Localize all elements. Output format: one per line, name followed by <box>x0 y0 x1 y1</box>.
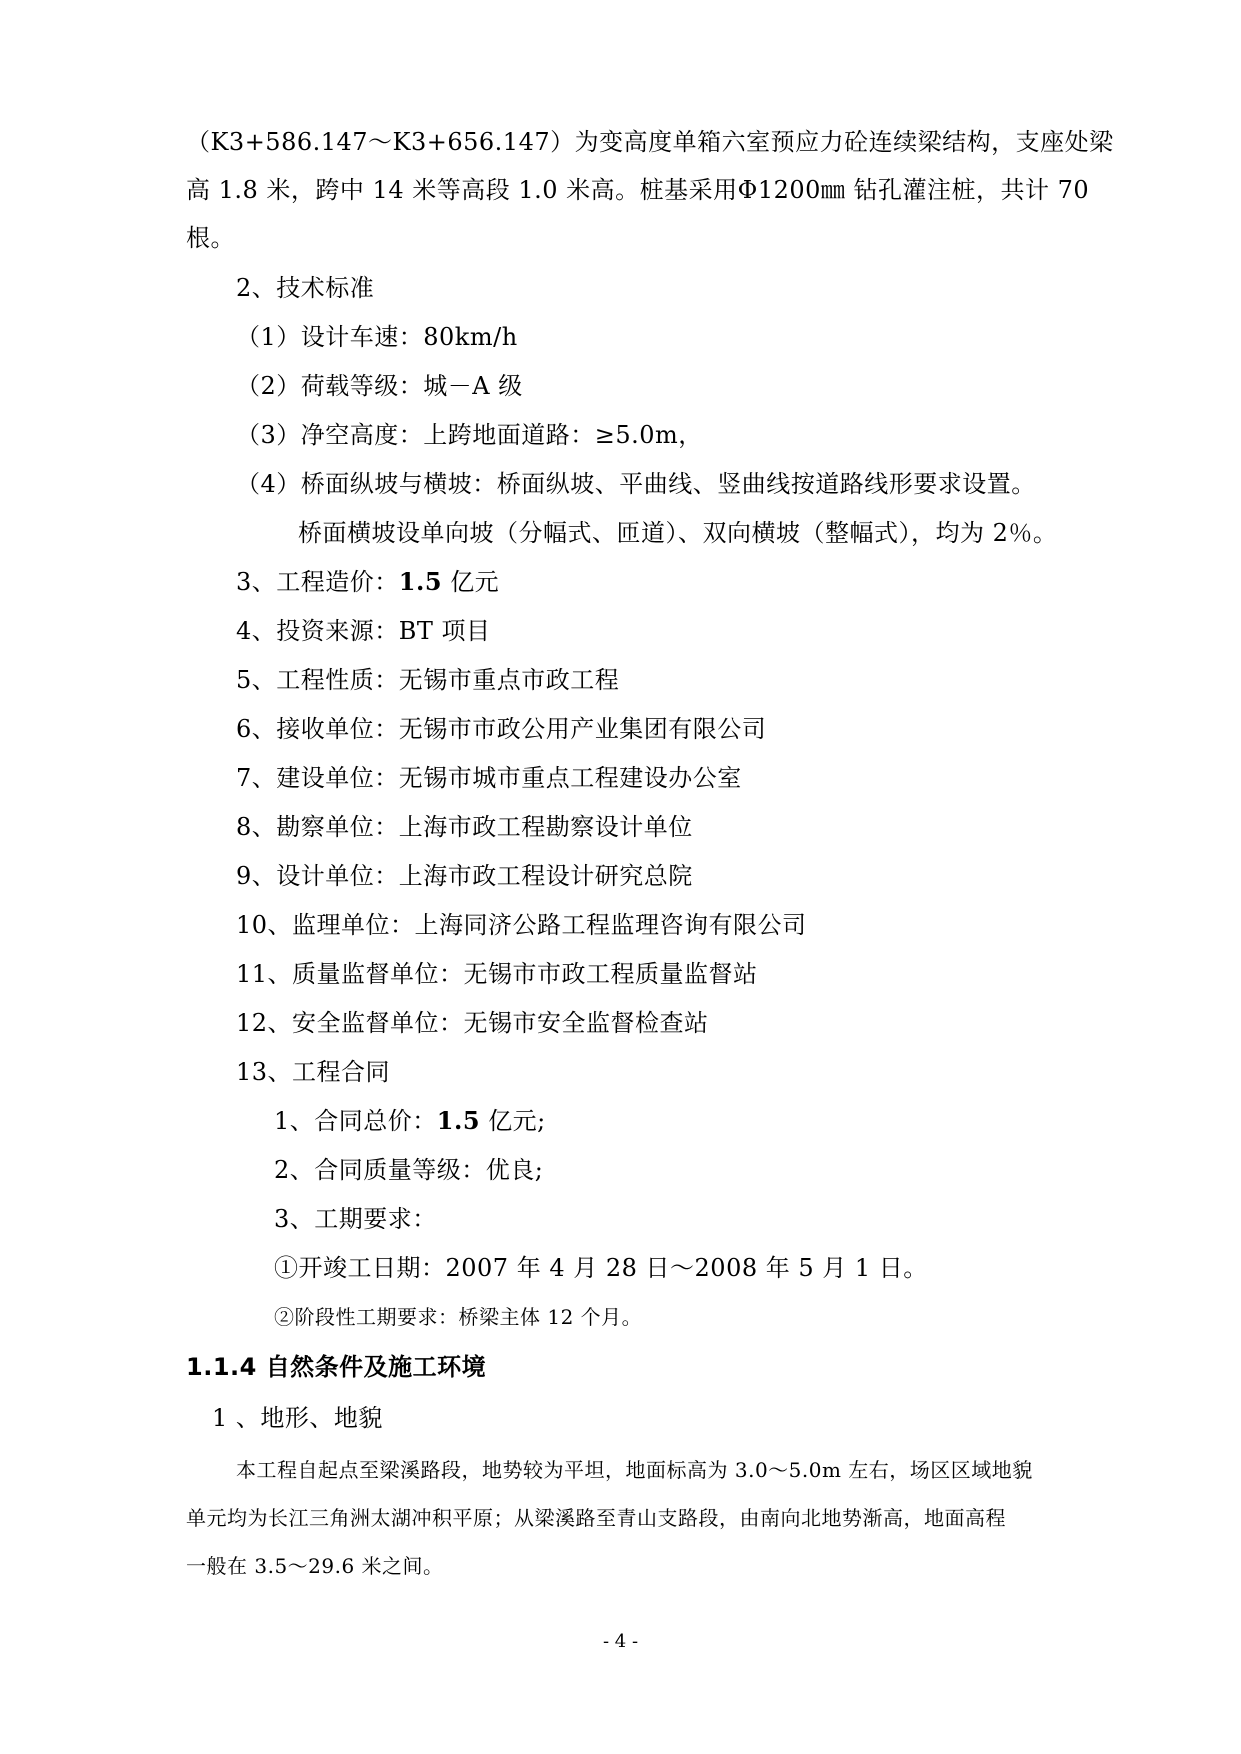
intro-line-2: 高 1.8 米，跨中 14 米等高段 1.0 米高。桩基采用Φ1200㎜ 钻孔灌注桩，共计 70 <box>186 176 1090 204</box>
list-item: 10、监理单位：上海同济公路工程监理咨询有限公司 <box>236 911 807 939</box>
list-item: 7、建设单位：无锡市城市重点工程建设办公室 <box>236 764 742 792</box>
contract-period: 3、工期要求： <box>274 1205 437 1233</box>
contract-stage: ②阶段性工期要求：桥梁主体 12 个月。 <box>274 1305 643 1329</box>
list-item: 13、工程合同 <box>236 1058 391 1086</box>
page-number: - 4 - <box>602 1631 639 1652</box>
contract-price-label: 1、合同总价： <box>274 1107 437 1135</box>
list-item: 11、质量监督单位：无锡市市政工程质量监督站 <box>236 960 758 988</box>
cost-label: 3、工程造价： <box>236 568 399 596</box>
contract-price-unit: 亿元; <box>488 1107 546 1135</box>
cost-unit: 亿元 <box>450 568 500 596</box>
intro-line-1: （K3+586.147～K3+656.147）为变高度单箱六室预应力砼连续梁结构，支座处梁 <box>186 128 1114 156</box>
list-item: 4、投资来源：BT 项目 <box>236 617 491 645</box>
list-item: 6、接收单位：无锡市市政公用产业集团有限公司 <box>236 715 767 743</box>
cost-value: 1.5 <box>398 567 443 596</box>
contract-price-value: 1.5 <box>436 1106 481 1135</box>
paragraph-line: 一般在 3.5～29.6 米之间。 <box>186 1554 444 1578</box>
tech-item: （3）净空高度：上跨地面道路：≥5.0m， <box>236 421 703 449</box>
list-item: 5、工程性质：无锡市重点市政工程 <box>236 666 620 694</box>
contract-price-line <box>274 1106 546 1136</box>
tech-item: （4）桥面纵坡与横坡：桥面纵坡、平曲线、竖曲线按道路线形要求设置。 <box>236 470 1036 498</box>
paragraph-line: 单元均为长江三角洲太湖冲积平原；从梁溪路至青山支路段，由南向北地势渐高，地面高程 <box>186 1506 1006 1530</box>
list-item: 8、勘察单位：上海市政工程勘察设计单位 <box>236 813 693 841</box>
paragraph-line: 本工程自起点至梁溪路段，地势较为平坦，地面标高为 3.0～5.0m 左右，场区区域地貌 <box>236 1458 1033 1482</box>
list-item: 9、设计单位：上海市政工程设计研究总院 <box>236 862 693 890</box>
tech-item: （2）荷载等级：城－A 级 <box>236 372 523 400</box>
section-subheading: 1 、地形、地貌 <box>212 1404 383 1432</box>
section-heading: 1.1.4 自然条件及施工环境 <box>186 1353 487 1381</box>
contract-quality: 2、合同质量等级：优良; <box>274 1156 544 1184</box>
tech-item: （1）设计车速：80km/h <box>236 323 518 351</box>
contract-dates: ①开竣工日期：2007 年 4 月 28 日～2008 年 5 月 1 日。 <box>274 1254 928 1282</box>
list-item: 12、安全监督单位：无锡市安全监督检查站 <box>236 1009 709 1037</box>
cost-line <box>236 567 499 597</box>
intro-line-3: 根。 <box>186 224 235 252</box>
tech-item-continuation: 桥面横坡设单向坡（分幅式、匝道）、双向横坡（整幅式），均为 2％。 <box>298 519 1058 547</box>
tech-standard-title: 2、技术标准 <box>236 274 375 302</box>
